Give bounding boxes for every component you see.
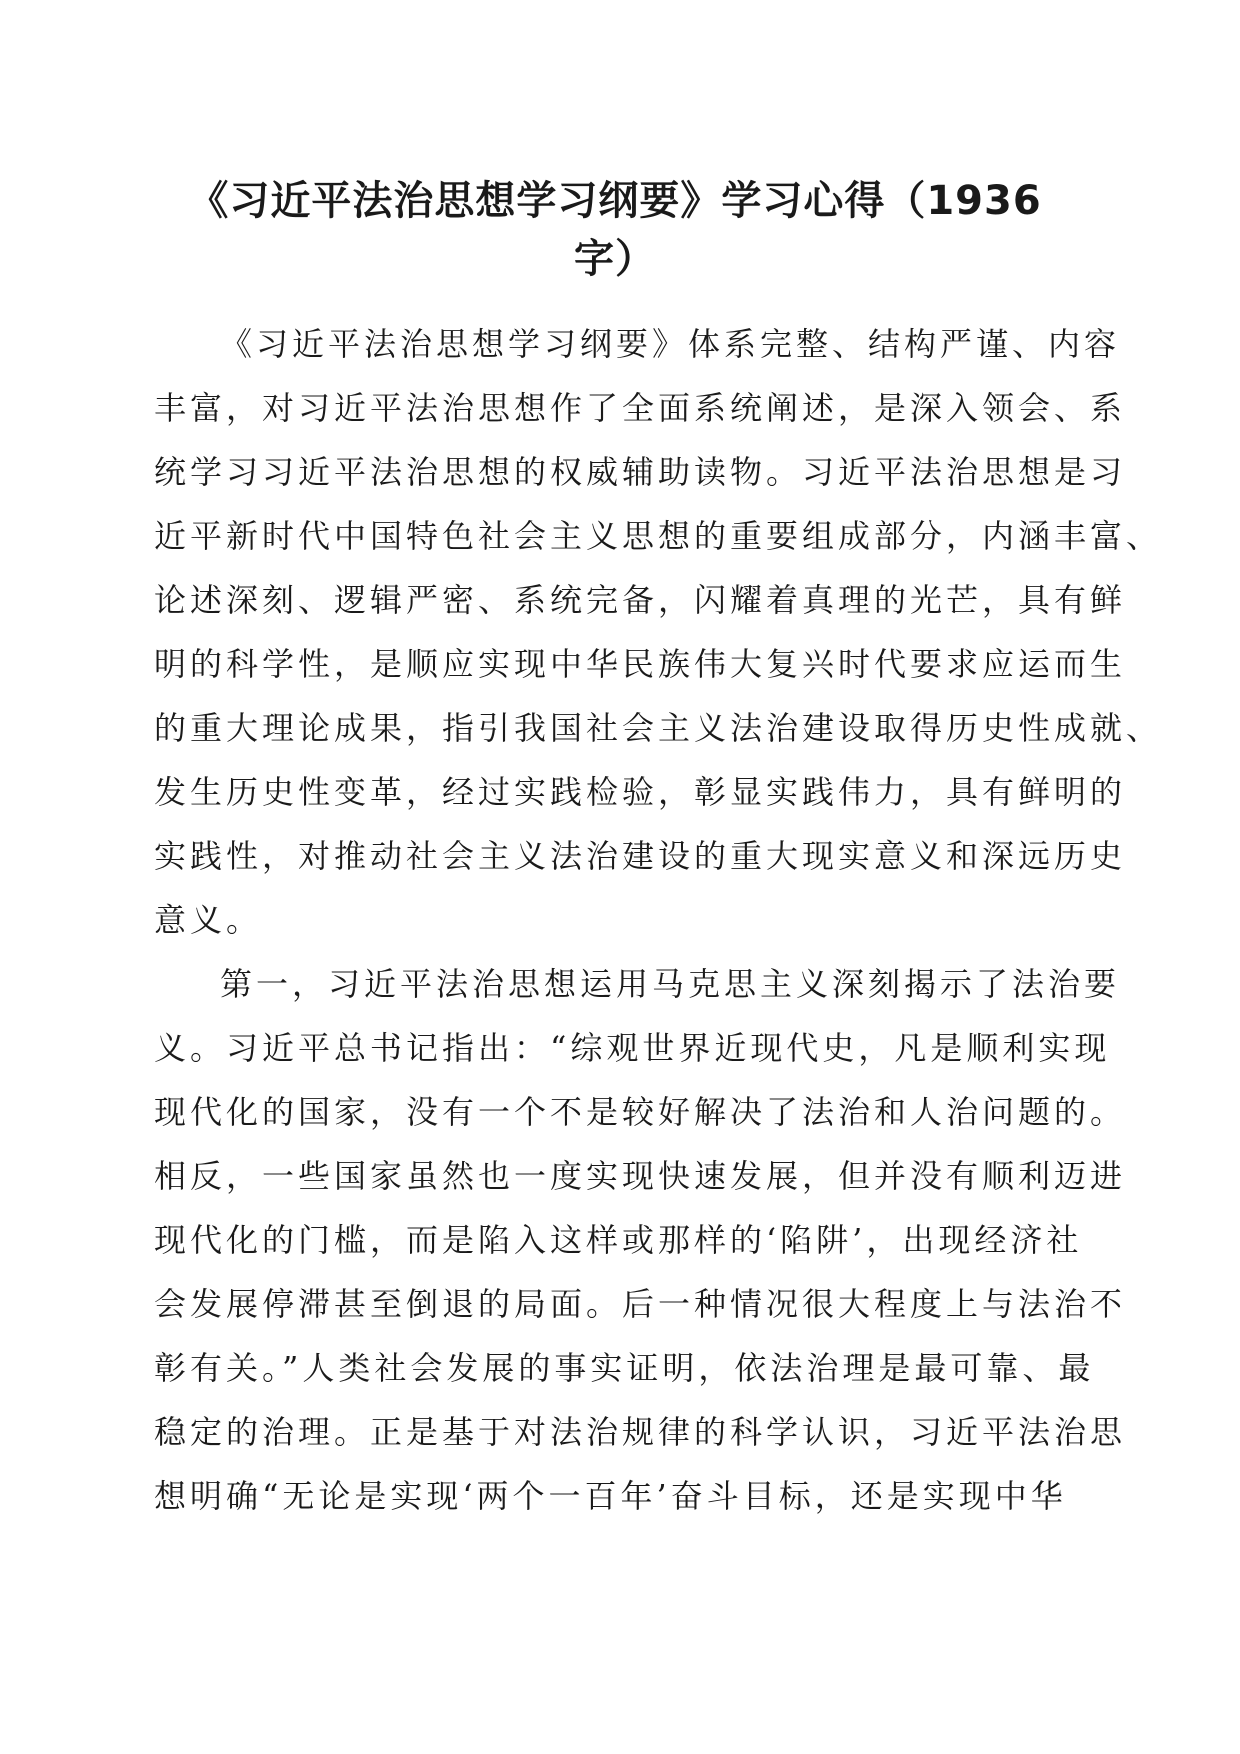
text-line: 彰有关。”人类社会发展的事实证明，依法治理是最可靠、最 xyxy=(154,1349,1095,1387)
paragraph-first xyxy=(154,952,1127,1528)
text-line: 想明确“无论是实现‘两个一百年’奋斗目标，还是实现中华 xyxy=(154,1477,1067,1515)
title-line: 《习近平法治思想学习纲要》学习心得（1936 xyxy=(188,178,1042,224)
text-line: 《习近平法治思想学习纲要》体系完整、结构严谨、内容 xyxy=(220,325,1121,363)
text-line: 会发展停滞甚至倒退的局面。后一种情况很大程度上与法治不 xyxy=(154,1285,1127,1323)
text-line: 丰富，对习近平法治思想作了全面系统阐述，是深入领会、系 xyxy=(154,389,1127,427)
text-line: 现代化的门槛，而是陷入这样或那样的‘陷阱’，出现经济社 xyxy=(154,1221,1083,1259)
text-line: 论述深刻、逻辑严密、系统完备，闪耀着真理的光芒，具有鲜 xyxy=(154,581,1127,619)
text-line: 意义。 xyxy=(154,901,263,939)
text-line: 现代化的国家，没有一个不是较好解决了法治和人治问题的。 xyxy=(154,1093,1127,1131)
text-line: 近平新时代中国特色社会主义思想的重要组成部分，内涵丰富、 xyxy=(154,517,1163,555)
text-line: 统学习习近平法治思想的权威辅助读物。习近平法治思想是习 xyxy=(154,453,1127,491)
document-title xyxy=(150,172,1080,288)
text-line: 第一，习近平法治思想运用马克思主义深刻揭示了法治要 xyxy=(220,965,1121,1003)
text-line: 实践性，对推动社会主义法治建设的重大现实意义和深远历史 xyxy=(154,837,1127,875)
document-body xyxy=(154,312,1163,1528)
text-line: 的重大理论成果，指引我国社会主义法治建设取得历史性成就、 xyxy=(154,709,1163,747)
text-line: 稳定的治理。正是基于对法治规律的科学认识，习近平法治思 xyxy=(154,1413,1127,1451)
paragraph-intro xyxy=(154,312,1163,952)
text-line: 义。习近平总书记指出：“综观世界近现代史，凡是顺利实现 xyxy=(154,1029,1111,1067)
text-line: 明的科学性，是顺应实现中华民族伟大复兴时代要求应运而生 xyxy=(154,645,1127,683)
text-line: 发生历史性变革，经过实践检验，彰显实践伟力，具有鲜明的 xyxy=(154,773,1127,811)
text-line: 相反，一些国家虽然也一度实现快速发展，但并没有顺利迈进 xyxy=(154,1157,1127,1195)
title-line: 字） xyxy=(574,236,656,282)
